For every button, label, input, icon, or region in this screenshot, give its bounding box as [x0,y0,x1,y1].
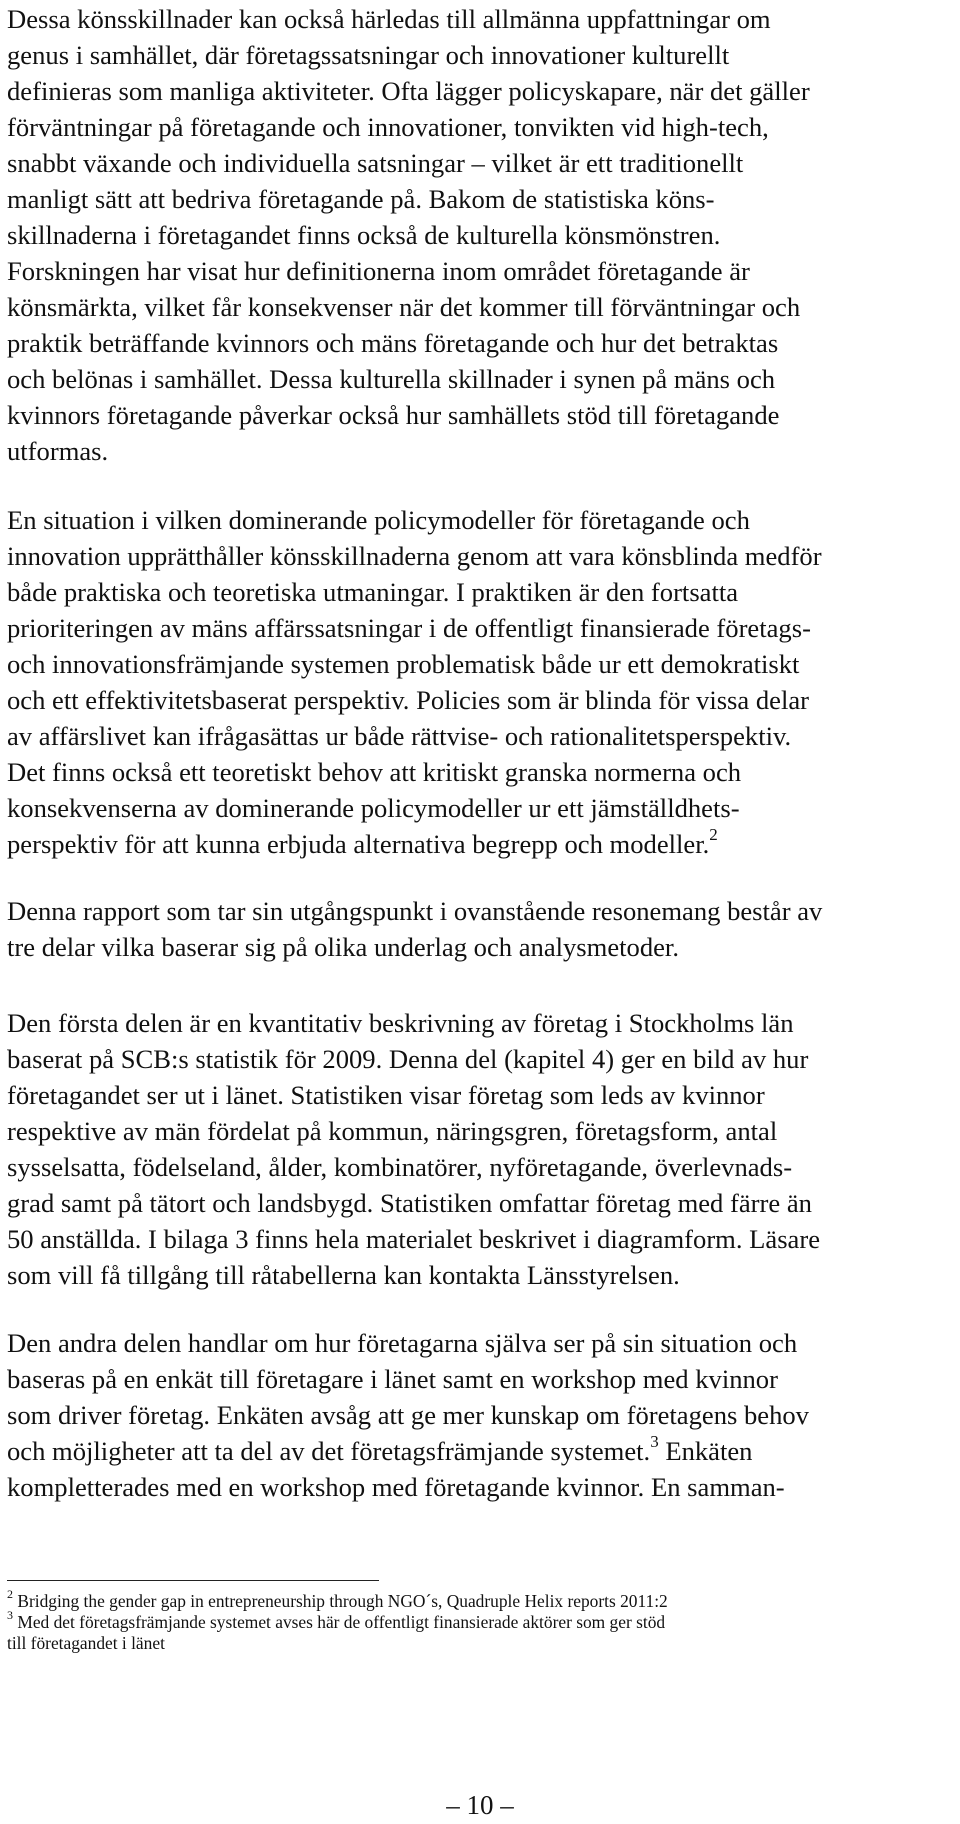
text-line: av affärslivet kan ifrågasättas ur både rättvise- och rationalitetsperspektiv. [7,721,792,751]
text-line: skillnaderna i företagandet finns också de kulturella könsmönstren. [7,220,721,250]
text-line: som driver företag. Enkäten avsåg att ge mer kunskap om företagens behov [7,1400,809,1430]
text-segment: perspektiv för att kunna erbjuda alternativa begrepp och modeller. [7,829,710,859]
text-line: kvinnors företagande påverkar också hur samhällets stöd till företagande [7,400,780,430]
text-segment: Enkäten [658,1436,753,1466]
footnote-reference-3[interactable]: 3 [650,1432,659,1452]
text-line: könsmärkta, vilket får konsekvenser när det kommer till förväntningar och [7,292,801,322]
text-line: innovation upprätthåller könsskillnaderna genom att vara könsblinda medför [7,541,822,571]
footnotes [7,1587,947,1654]
text-line: baseras på en enkät till företagare i länet samt en workshop med kvinnor [7,1364,778,1394]
text-line: tre delar vilka baserar sig på olika underlag och analysmetoder. [7,932,679,962]
text-line: Denna rapport som tar sin utgångspunkt i ovanstående resonemang består av [7,896,823,926]
footnote-text: Med det företagsfrämjande systemet avses här de offentligt finansierade aktörer som ger stöd [17,1612,666,1632]
text-line: Den andra delen handlar om hur företagarna själva ser på sin situation och [7,1328,798,1358]
footnote-3 [7,1608,947,1633]
body-paragraph-1 [7,1,810,469]
text-line: konsekvenserna av dominerande policymodeller ur ett jämställdhets- [7,793,740,823]
text-line [7,1433,809,1469]
body-paragraph-5 [7,1325,809,1505]
text-line: företagandet ser ut i länet. Statistiken visar företag som leds av kvinnor [7,1080,765,1110]
footnote-number: 3 [7,1608,13,1623]
text-line: och innovationsfrämjande systemen problematisk både ur ett demokratiskt [7,649,800,679]
text-line: definieras som manliga aktiviteter. Ofta lägger policyskapare, när det gäller [7,76,810,106]
text-line: kompletterades med en workshop med företagande kvinnor. En samman- [7,1472,785,1502]
body-paragraph-3 [7,893,822,965]
text-segment: och möjligheter att ta del av det företagsfrämjande systemet. [7,1436,651,1466]
text-line: sysselsatta, födelseland, ålder, kombinatörer, nyföretagande, överlevnads- [7,1152,793,1182]
footnote-3-continuation: till företagandet i länet [7,1633,165,1653]
footnote-text: Bridging the gender gap in entrepreneurship through NGO´s, Quadruple Helix reports 2011:2 [17,1591,668,1611]
text-line: grad samt på tätort och landsbygd. Statistiken omfattar företag med färre än [7,1188,812,1218]
text-line: Dessa könsskillnader kan också härledas till allmänna uppfattningar om [7,4,771,34]
body-paragraph-2 [7,502,822,862]
text-line: både praktiska och teoretiska utmaningar. I praktiken är den fortsatta [7,577,739,607]
text-line: 50 anställda. I bilaga 3 finns hela materialet beskrivet i diagramform. Läsare [7,1224,821,1254]
text-line: genus i samhället, där företagssatsningar och innovationer kulturellt [7,40,730,70]
text-line: baserat på SCB:s statistik för 2009. Denna del (kapitel 4) ger en bild av hur [7,1044,809,1074]
text-line: manligt sätt att bedriva företagande på. Bakom de statistiska köns- [7,184,715,214]
text-line: prioriteringen av mäns affärssatsningar i de offentligt finansierade företags- [7,613,811,643]
footnote-2 [7,1587,947,1612]
text-line: förväntningar på företagande och innovationer, tonvikten vid high-tech, [7,112,769,142]
text-line: som vill få tillgång till råtabellerna kan kontakta Länsstyrelsen. [7,1260,680,1290]
text-line [7,826,822,862]
text-line: respektive av män fördelat på kommun, näringsgren, företagsform, antal [7,1116,778,1146]
text-line: Den första delen är en kvantitativ beskrivning av företag i Stockholms län [7,1008,794,1038]
page-number: – 10 – [446,1790,514,1820]
footnote-reference-2[interactable]: 2 [709,825,718,845]
text-line: snabbt växande och individuella satsningar – vilket är ett traditionellt [7,148,744,178]
text-line: och ett effektivitetsbaserat perspektiv. Policies som är blinda för vissa delar [7,685,810,715]
footnote-separator [7,1580,379,1581]
text-line: utformas. [7,436,109,466]
body-paragraph-4 [7,1005,820,1293]
text-line: Det finns också ett teoretiskt behov att kritiskt granska normerna och [7,757,742,787]
text-line: praktik beträffande kvinnors och mäns företagande och hur det betraktas [7,328,779,358]
text-line: Forskningen har visat hur definitionerna inom området företagande är [7,256,750,286]
footnote-number: 2 [7,1587,13,1602]
text-line: En situation i vilken dominerande policymodeller för företagande och [7,505,750,535]
text-line: och belönas i samhället. Dessa kulturella skillnader i synen på mäns och [7,364,776,394]
